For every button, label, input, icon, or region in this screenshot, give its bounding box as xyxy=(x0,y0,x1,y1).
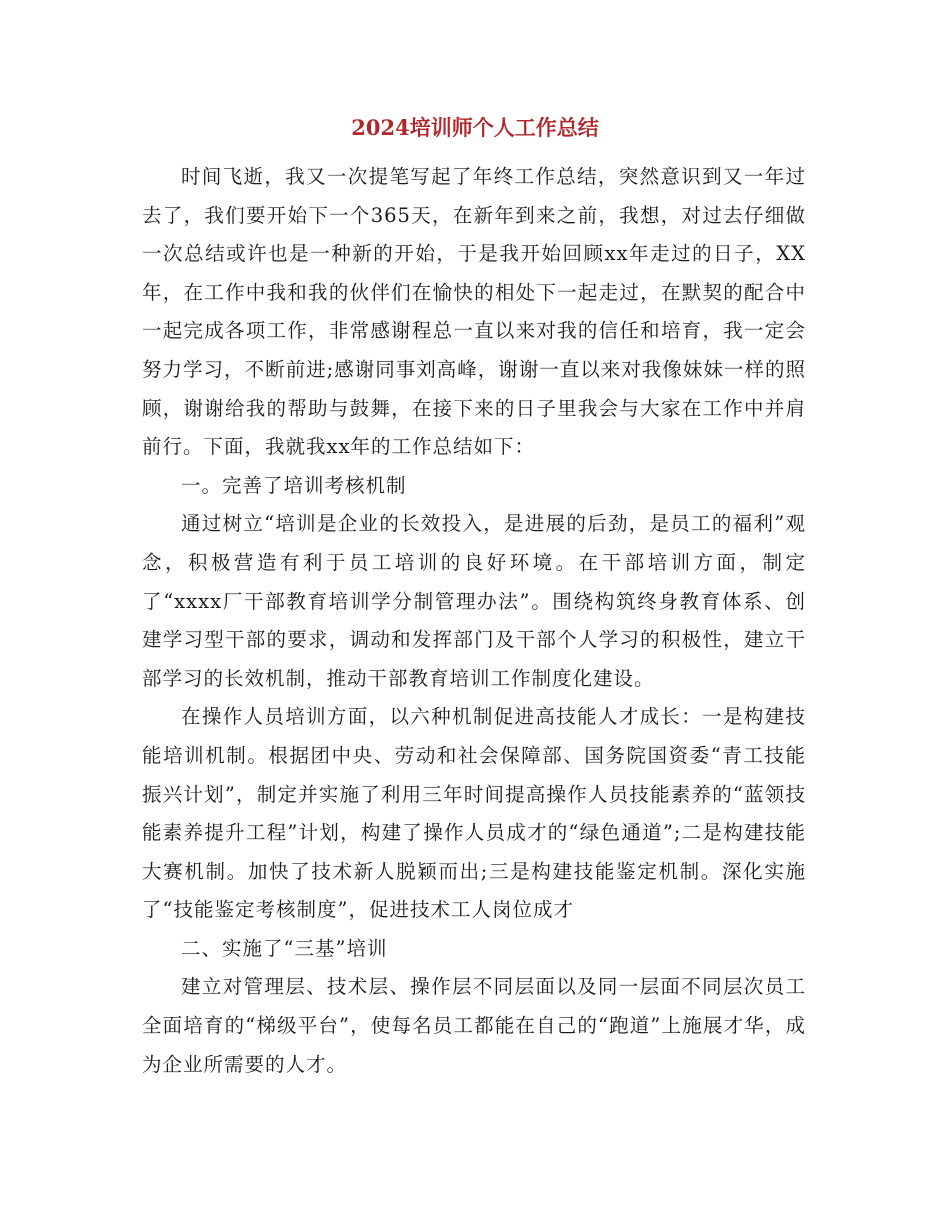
paragraph-ladder-platform: 建立对管理层、技术层、操作层不同层面以及同一层面不同层次员工全面培育的“梯级平台”，使每名员工都能在自己的“跑道”上施展才华，成为企业所需要的人才。 xyxy=(142,975,806,1076)
document-title: 2024培训师个人工作总结 xyxy=(351,115,599,140)
paragraph-cadre-training: 通过树立“培训是企业的长效投入，是进展的后劲，是员工的福利”观念，积极营造有利于员工培训的良好环境。在干部培训方面，制定了“xxxx厂干部教育培训学分制管理办法”。围绕构筑终身教育体系、创建学习型干部的要求，调动和发挥部门及干部个人学习的积极性，建立干部学习的长效机制，推动干部教育培训工作制度化建设。 xyxy=(142,512,806,690)
section-heading-2: 二、实施了“三基”培训 xyxy=(181,936,388,960)
paragraph-intro: 时间飞逝，我又一次提笔写起了年终工作总结，突然意识到又一年过去了，我们要开始下一个365天，在新年到来之前，我想，对过去仔细做一次总结或许也是一种新的开始，于是我开始回顾xx年走过的日子，XX年，在工作中我和我的伙伴们在愉快的相处下一起走过，在默契的配合中一起完成各项工作，非常感谢程总一直以来对我的信任和培育，我一定会努力学习，不断前进;感谢同事刘高峰，谢谢一直以来对我像妹妹一样的照顾，谢谢给我的帮助与鼓舞，在接下来的日子里我会与大家在工作中并肩前行。下面，我就我xx年的工作总结如下： xyxy=(142,165,806,459)
document-body xyxy=(142,158,806,1084)
paragraph-operator-training: 在操作人员培训方面，以六种机制促进高技能人才成长：一是构建技能培训机制。根据团中央、劳动和社会保障部、国务院国资委“青工技能振兴计划”，制定并实施了利用三年时间提高操作人员技能素养的“蓝领技能素养提升工程”计划，构建了操作人员成才的“绿色通道”;二是构建技能大赛机制。加快了技术新人脱颖而出;三是构建技能鉴定机制。深化实施了“技能鉴定考核制度”，促进技术工人岗位成才 xyxy=(142,705,806,922)
section-heading-1: 一。完善了培训考核机制 xyxy=(181,473,407,497)
